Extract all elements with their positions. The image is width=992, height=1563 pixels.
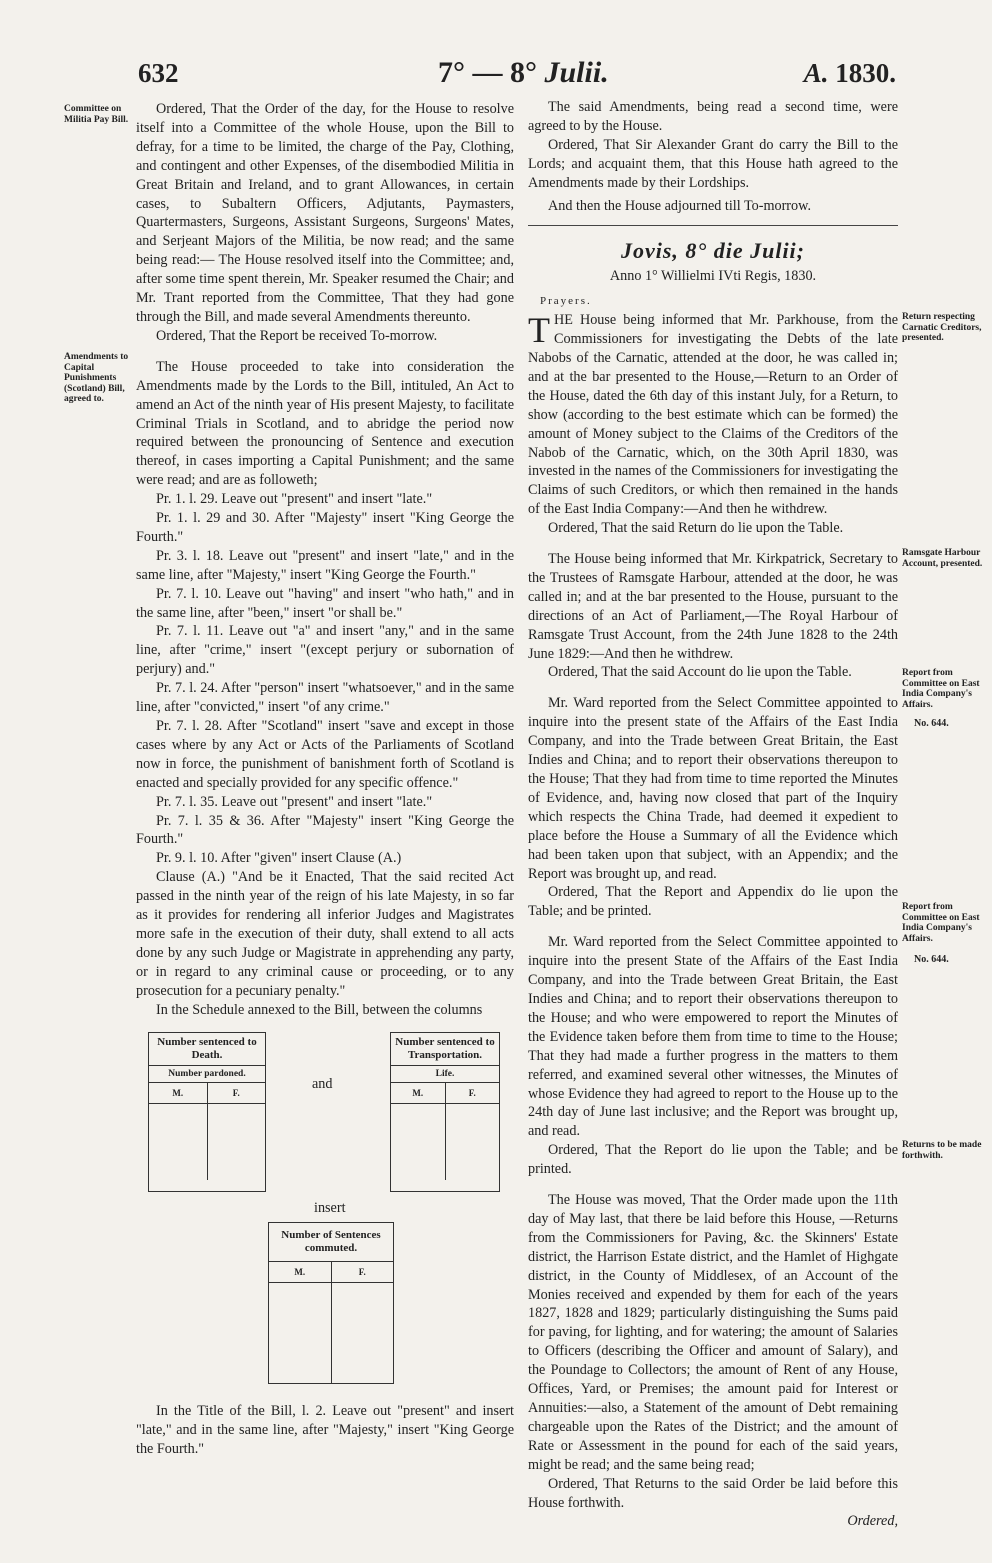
- amendment-8: Pr. 7. l. 35. Leave out "present" and insert "late.": [156, 793, 433, 810]
- carnatic-text: HE House being informed that Mr. Parkhouse, from the Commissioners for investigating the Debts of the late Nabobs of the Carnatic, attended at the door, he was called in; and at the bar presented to the House,—Return to an Order of the House, dated the 6th day of this instant July, for a Return, to show (according to the best estimate which can be formed) the amount of Money subject to the Claims of the Creditors of the Nabob of the Carnatic, which, on the 30th April 1830, was invested in the names of the Commissioners for investigating the Claims of such Creditors, or which then remained in the hands of the East India Company:—And then he withdrew.: [528, 312, 898, 518]
- ramsgate-entry: The House being informed that Mr. Kirkpatrick, Secretary to the Trustees of Ramsgate Harbour, attended at the door, he was called in; and at the bar presented to the House, pursuant to the directions of an Act of Parliament,—The Royal Harbour of Ramsgate Trust Account, from the 24th June 1828 to the 24th June 1829:—And then he withdrew.: [528, 551, 898, 662]
- ward-report-1: Mr. Ward reported from the Select Committee appointed to inquire into the present state of the Affairs of the East India Company, and into the Trade between Great Britain, the East Indies and China; and to report their observations thereupon to the House; That they had from time to time reported the Minutes of Evidence, and, having now closed that part of the Inquiry which respects the China Trade, had deemed it expedient to place before the House a Summary of all the Evidence which had been taken upon that subject, with an Appendix; and the Report was brought up, and read.: [528, 695, 898, 882]
- margin-note-carnatic: Return respecting Carnatic Creditors, presented.: [902, 312, 982, 343]
- militia-report-order: Ordered, That the Report be received To-morrow.: [156, 327, 438, 344]
- schedule-commuted-male: M.: [294, 1267, 306, 1277]
- date-heading: [438, 56, 609, 90]
- schedule-insert-label: insert: [314, 1200, 346, 1216]
- returns-order: Ordered, That Returns to the said Order be laid before this House forthwith.: [528, 1475, 898, 1511]
- amendments-agreed: The said Amendments, being read a second time, were agreed to by the House.: [528, 99, 898, 134]
- schedule-transport-mf-row: [391, 1083, 499, 1104]
- ward-report-2-order: Ordered, That the Report do lie upon the Table; and be printed.: [528, 1142, 898, 1178]
- capital-amendments-intro: The House proceeded to take into consideration the Amendments made by the Lords to the Bill, intituled, An Act to amend an Act of the ninth year of His present Majesty, to facilitate Criminal Trials in Scotland, and to abridge the period now required between the pronouncing of Sentence and execution thereof, in cases importing a Capital Punishment; and the same were read; and are as followeth;: [136, 358, 514, 489]
- page-number: 632: [138, 58, 179, 88]
- margin-note-report2: Report from Committee on East India Company's Affairs.: [902, 902, 980, 944]
- date-month: Julii.: [544, 56, 609, 89]
- carnatic-entry: [528, 311, 898, 519]
- schedule-intro: In the Schedule annexed to the Bill, between the columns: [156, 1001, 483, 1018]
- schedule-commuted-heading: Number of Sentences commuted.: [269, 1223, 393, 1262]
- schedule-transport-subheading: Life.: [391, 1066, 499, 1083]
- carry-bill-order: Ordered, That Sir Alexander Grant do carry the Bill to the Lords; and acquaint them, that this House hath agreed to the Amendments made by their Lordships.: [528, 136, 898, 191]
- amendment-3: Pr. 3. l. 18. Leave out "present" and insert "late," and in the same line, after "Majesty," insert "King George the Fourth.": [136, 547, 514, 583]
- schedule-transport-heading: Number sentenced to Transportation.: [391, 1033, 499, 1066]
- amendment-1: Pr. 1. l. 29. Leave out "present" and insert "late.": [156, 491, 433, 508]
- section-rule: [528, 225, 898, 226]
- schedule-table-commuted: [268, 1222, 394, 1384]
- year-number: 1830.: [835, 58, 896, 88]
- page-header: [0, 58, 992, 98]
- amendment-10: Pr. 9. l. 10. After "given" insert Clause (A.): [156, 850, 402, 867]
- date-days: 7° — 8°: [438, 56, 537, 89]
- report1-number: No. 644.: [914, 718, 949, 729]
- adjournment: And then the House adjourned till To-morrow.: [548, 197, 812, 214]
- schedule-table-transportation: [390, 1032, 500, 1192]
- day-heading: Jovis, 8° die Julii;: [620, 238, 805, 264]
- regnal-year: Anno 1° Willielmi IVti Regis, 1830.: [609, 268, 817, 285]
- margin-note-ramsgate: Ramsgate Harbour Account, presented.: [902, 548, 983, 569]
- schedule-table-death: [148, 1032, 266, 1192]
- schedule-and-label: and: [312, 1076, 333, 1092]
- amendment-4: Pr. 7. l. 10. Leave out "having" and insert "who hath," and in the same line, after "been," insert "or shall be.": [136, 585, 514, 621]
- ramsgate-order: Ordered, That the said Account do lie upon the Table.: [548, 664, 852, 681]
- year-heading: [804, 58, 896, 89]
- schedule-transport-female: F.: [445, 1083, 500, 1103]
- schedule-death-female: F.: [207, 1083, 266, 1103]
- year-prefix: A.: [803, 58, 829, 88]
- amendment-5: Pr. 7. l. 11. Leave out "a" and insert "any," and in the same line, after "crime," insert "(except perjury or subornation of perjury) and.": [136, 623, 514, 678]
- amendment-7: Pr. 7. l. 28. After "Scotland" insert "save and except in those cases where by any Act or Acts of the Parliaments of Scotland now in force, the punishment of banishment forth of Scotland is enacted and specially provided for any specific offence.": [136, 718, 514, 791]
- margin-note-militia: Committee on Militia Pay Bill.: [64, 104, 129, 125]
- ward-report-2: Mr. Ward reported from the Select Committee appointed to inquire into the present State of the Affairs of the East India Company, and into the Trade between Great Britain, the East Indies and China; and to report their observations thereupon to the House; and who were empowered to report the Minutes of the Evidence taken before them from time to time to the House; That they had made a further progress in the matters to them referred, and examined several other witnesses, the Minutes of whose Evidence they had agreed to report to the House up to the 24th day of June last inclusive; and the Report was brought up, and read.: [528, 934, 898, 1140]
- prayers-label: Prayers.: [540, 295, 592, 308]
- returns-motion: The House was moved, That the Order made upon the 11th day of May last, that there be laid before this House, —Returns from the Commissioners for Paving, &c. the Skinners' Estate district, the Harrison Estate district, and the Hamlet of Highgate district, in the County of Middlesex, of an Account of the Monies received and expended by them for each of the years 1827, 1828 and 1829; particularly distinguishing the Sums paid for paving, for lighting, and for watering; the amount of Salaries to Officers (describing the Officer and amount of Salary), and the Poundage to Collectors; the amount of Rent of any House, Offices, Yard, or Premises; the amount paid for Interest or Annuities:—also, a Statement of the amount of Debt remaining chargeable upon the Rates of the District; and the amount of Rate or Assessment in the pound for each of the said years, might be read; and the same being read;: [528, 1192, 898, 1473]
- amendment-2: Pr. 1. l. 29 and 30. After "Majesty" insert "King George the Fourth.": [136, 510, 514, 545]
- margin-note-returns: Returns to be made forthwith.: [902, 1140, 982, 1161]
- clause-a: Clause (A.) "And be it Enacted, That the said recited Act passed in the ninth year of the reign of his late Majesty, in so far as it provides for rendering all inferior Judges and Magistrates more safe in the execution of their duty, shall extend to all acts done by any such Judge or Magistrate in apprehending any party, or in regard to any criminal cause or proceeding, or to any prosecution for a pecuniary penalty.": [136, 869, 514, 999]
- schedule-death-heading: Number sentenced to Death.: [149, 1033, 265, 1066]
- drop-cap: T: [528, 310, 550, 351]
- report2-number: No. 644.: [914, 954, 949, 965]
- schedule-commuted-mf-row: [269, 1262, 393, 1283]
- right-column: [528, 98, 898, 1531]
- schedule-death-subheading: Number pardoned.: [149, 1066, 265, 1083]
- left-column-bottom: [136, 1402, 514, 1459]
- margin-note-capital: Amendments to Capital Punishments (Scotland) Bill, agreed to.: [64, 352, 129, 404]
- schedule-commuted-female: F.: [331, 1262, 394, 1282]
- title-amendment: In the Title of the Bill, l. 2. Leave out "present" and insert "late," and in the same line, after "Majesty," insert "King George the Fourth.": [136, 1403, 514, 1457]
- schedule-death-mf-row: [149, 1083, 265, 1104]
- carnatic-order: Ordered, That the said Return do lie upon the Table.: [548, 520, 844, 537]
- catchword: Ordered,: [847, 1513, 898, 1530]
- margin-note-report1: Report from Committee on East India Company's Affairs.: [902, 668, 980, 710]
- schedule-transport-male: M.: [412, 1088, 424, 1098]
- militia-order: Ordered, That the Order of the day, for the House to resolve itself into a Committee of the whole House, upon the Bill to defray, for a time to be limited, the charge of the Pay, Clothing, and contingent and other Expenses, of the disembodied Militia in Great Britain and Ireland, and to grant Allowances, in certain cases, to Subaltern Officers, Adjutants, Paymasters, Quartermasters, Surgeons, Assistant Surgeons, Surgeons' Mates, and Serjeant Majors of the Militia, be now read; and the same being read:— The House resolved itself into the Committee; and, after some time spent therein, Mr. Speaker resumed the Chair; and Mr. Trant reported from the Committee, That they had gone through the Bill, and made several Amendments thereunto.: [136, 101, 514, 325]
- amendment-9: Pr. 7. l. 35 & 36. After "Majesty" insert "King George the Fourth.": [136, 812, 514, 848]
- left-column: [136, 100, 514, 1020]
- schedule-death-male: M.: [172, 1088, 184, 1098]
- amendment-6: Pr. 7. l. 24. After "person" insert "whatsoever," and in the same line, after "convicted," insert "of any crime.": [136, 680, 514, 716]
- ward-report-1-order: Ordered, That the Report and Appendix do lie upon the Table; and be printed.: [528, 884, 898, 920]
